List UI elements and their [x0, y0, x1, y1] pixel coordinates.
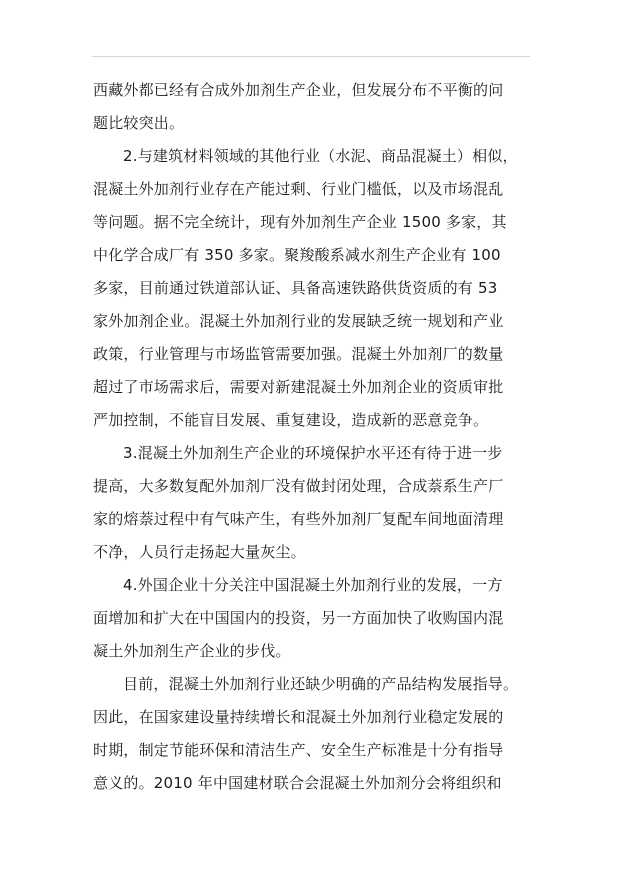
text-line: 不净，人员行走扬起大量灰尘。 — [93, 543, 306, 561]
header-divider — [92, 56, 530, 57]
text-line: 2.与建筑材料领域的其他行业（水泥、商品混凝土）相似， — [123, 147, 518, 165]
text-line: 家外加剂企业。混凝土外加剂行业的发展缺乏统一规划和产业 — [93, 312, 504, 330]
text-line: 4.外国企业十分关注中国混凝土外加剂行业的发展，一方 — [123, 576, 503, 594]
text-line: 超过了市场需求后，需要对新建混凝土外加剂企业的资质审批 — [93, 378, 504, 396]
text-line: 政策，行业管理与市场监管需要加强。混凝土外加剂厂的数量 — [93, 345, 504, 363]
text-line: 提高，大多数复配外加剂厂没有做封闭处理，合成萘系生产厂 — [93, 477, 504, 495]
text-line: 凝土外加剂生产企业的步伐。 — [93, 642, 291, 660]
text-line: 等问题。据不完全统计，现有外加剂生产企业 1500 多家，其 — [93, 213, 507, 231]
text-line: 混凝土外加剂行业存在产能过剩、行业门槛低，以及市场混乱 — [93, 180, 504, 198]
text-line: 题比较突出。 — [93, 114, 185, 132]
text-line: 严加控制，不能盲目发展、重复建设，造成新的恶意竞争。 — [93, 411, 489, 429]
text-line: 面增加和扩大在中国国内的投资，另一方面加快了收购国内混 — [93, 609, 504, 627]
text-line: 家的熔萘过程中有气味产生，有些外加剂厂复配车间地面清理 — [93, 510, 504, 528]
text-line: 3.混凝土外加剂生产企业的环境保护水平还有待于进一步 — [123, 444, 503, 462]
text-line: 中化学合成厂有 350 多家。聚羧酸系减水剂生产企业有 100 — [93, 246, 501, 264]
text-line: 时期，制定节能环保和清洁生产、安全生产标准是十分有指导 — [93, 741, 504, 759]
text-line: 多家，目前通过铁道部认证、具备高速铁路供货资质的有 53 — [93, 279, 498, 297]
text-line: 意义的。2010 年中国建材联合会混凝土外加剂分会将组织和 — [93, 774, 502, 792]
text-line: 因此，在国家建设量持续增长和混凝土外加剂行业稳定发展的 — [93, 708, 504, 726]
text-line: 西藏外都已经有合成外加剂生产企业，但发展分布不平衡的问 — [93, 81, 504, 99]
document-body — [93, 74, 533, 800]
text-line: 目前，混凝土外加剂行业还缺少明确的产品结构发展指导。 — [123, 675, 519, 693]
